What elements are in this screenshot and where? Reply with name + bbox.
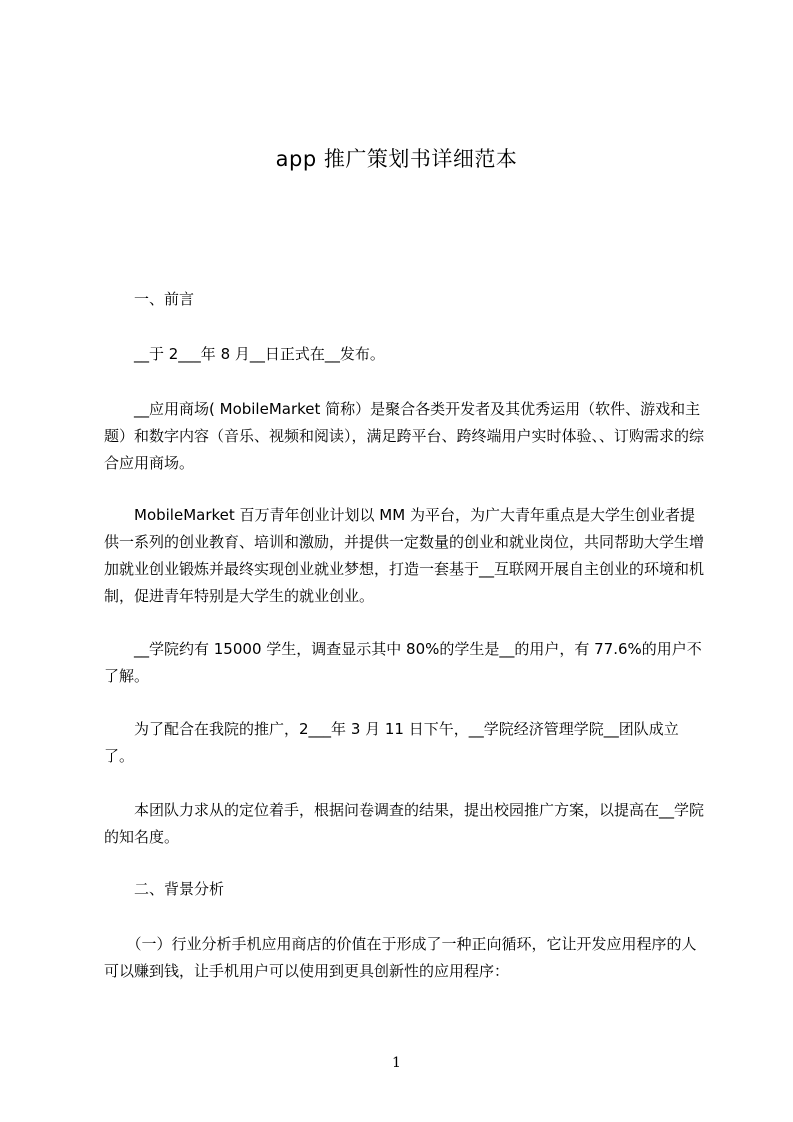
- paragraph-release: __于 2___年 8 月__日正式在__发布。: [104, 345, 385, 363]
- paragraph-team-goal: 本团队力求从的定位着手，根据问卷调查的结果，提出校园推广方案，以提高在__学院的知名度。: [104, 801, 705, 846]
- paragraph-team-founded: 为了配合在我院的推广，2___年 3 月 11 日下午，__学院经济管理学院__团队成立了。: [104, 720, 679, 765]
- section-heading-background: 二、背景分析: [104, 880, 225, 898]
- page-number: 1: [392, 1055, 401, 1071]
- paragraph-industry-analysis: （一）行业分析手机应用商店的价值在于形成了一种正向循环，它让开发应用程序的人可以赚到钱，让手机用户可以使用到更具创新性的应用程序：: [104, 935, 697, 980]
- paragraph-youth-plan: MobileMarket 百万青年创业计划以 MM 为平台，为广大青年重点是大学生创业者提供一系列的创业教育、培训和激励，并提供一定数量的创业和就业岗位，共同帮助大学生增加就业创业锻炼并最终实现创业就业梦想，打造一套基于__互联网开展自主创业的环境和机制，促进青年特别是大学生的就业创业。: [104, 506, 705, 605]
- section-heading-preface: 一、前言: [104, 290, 195, 308]
- paragraph-survey: __学院约有 15000 学生，调查显示其中 80%的学生是__的用户，有 77.6%的用户不了解。: [104, 640, 702, 685]
- document-title: app 推广策划书详细范本: [275, 147, 518, 171]
- paragraph-mobilemarket-intro: __应用商场( MobileMarket 简称）是聚合各类开发者及其优秀运用（软件、游戏和主题）和数字内容（音乐、视频和阅读），满足跨平台、跨终端用户实时体验、、订购需求的综合应用商场。: [104, 400, 705, 472]
